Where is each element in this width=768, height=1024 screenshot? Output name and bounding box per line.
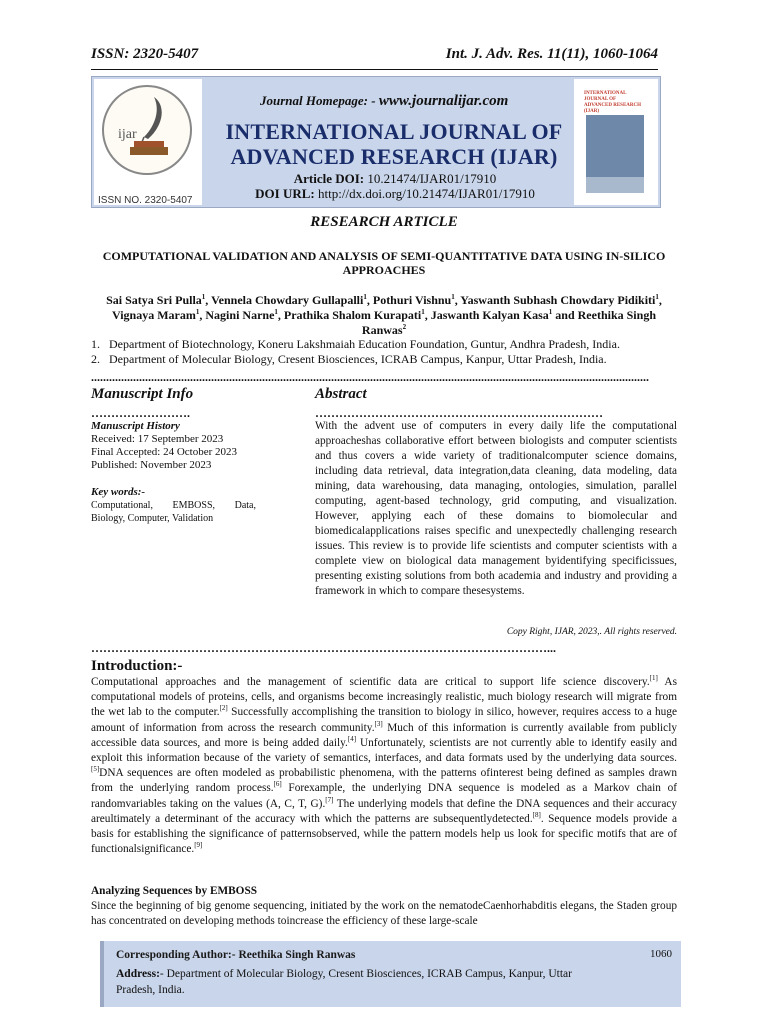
- homepage-label: Journal Homepage: -: [260, 93, 379, 108]
- intro-sentence: Successfully accomplishing the transition to biology in silico, however, requires access to a huge amount of information from across the research community.: [91, 706, 677, 734]
- citation-mark: [2]: [219, 704, 228, 713]
- affiliation-2: 2. Department of Molecular Biology, Cresent Biosciences, ICRAB Campus, Kanpur, Uttar Pradesh, India.: [91, 352, 607, 366]
- author-address: Address:- Department of Molecular Biology, Cresent Biosciences, ICRAB Campus, Kanpur, Uttar Pradesh, India.: [116, 968, 572, 996]
- intro-sentence: . Sequence models provide a basis for establishing the significance of patternsobserved, while the pattern models help us look for specific motifs that are of functionalsignificance.: [91, 812, 678, 856]
- article-doi: 10.21474/IJAR01/17910: [367, 171, 497, 186]
- doi-url-label: DOI URL:: [255, 186, 315, 201]
- intro-sentence: Much of this information is currently available from publicly accessible data sources, and more is being added daily.: [91, 721, 677, 749]
- citation-mark: [9]: [194, 841, 203, 850]
- keywords-block: [91, 486, 256, 525]
- logo-issn: ISSN NO. 2320-5407: [98, 195, 193, 206]
- published-date: Published: November 2023: [91, 459, 212, 471]
- intro-sentence: Unfortunately, scientists are not currently able to identify easily and exploit this information because of the variety of semantics, interfaces, and data formats used by the underlying data sources.: [91, 736, 677, 765]
- copyright-notice: Copy Right, IJAR, 2023,. All rights reserved.: [506, 627, 677, 637]
- history-heading: Manuscript History: [91, 420, 180, 432]
- dotted-separator-abstract: ………………………………………………………………: [315, 406, 603, 420]
- author-name: Vignaya Maram: [112, 308, 196, 322]
- address-text: - Department of Molecular Biology, Cresent Biosciences, ICRAB Campus, Kanpur, Uttar Pradesh, India.: [116, 968, 572, 996]
- cover-title: INTERNATIONAL JOURNAL OF ADVANCED RESEARCH (IJAR): [584, 91, 641, 114]
- author-list: Sai Satya Sri Pulla$^1$, Vennela Chowdary Gullapalli$^1$, Pothuri Vishnu$^1$, Yaswanth Subhash Chowdary Pidikiti$^1$, Vignaya Maram$^1$, Nagini Narne$^1$, Prathika Shalom Kurapati$^1$, Jaswanth Kalyan Kasa$^1$ and Reethika Singh Ranwas$^2$: [106, 293, 662, 337]
- affiliation-1: 1. Department of Biotechnology, Koneru Lakshmaiah Education Foundation, Guntur, Andhra Pradesh, India.: [91, 337, 620, 351]
- page-number: 1060: [650, 948, 672, 960]
- keywords-heading: Key words:-: [91, 486, 146, 498]
- citation-mark: [4]: [347, 735, 357, 744]
- citation-mark: [6]: [273, 780, 282, 789]
- author-affiliation-mark: 1: [201, 293, 206, 301]
- logo-text: ijar: [118, 127, 137, 142]
- citation-mark: [3]: [374, 719, 383, 728]
- address-label: Address: [116, 968, 157, 980]
- intro-sentence: DNA sequences are often modeled as probabilistic phenomena, with the patterns ofinterest being defined as samples drawn from the underlying random process.: [91, 767, 677, 795]
- intro-sentence: Forexample, the underlying DNA sequence is modeled as a Markov chain of randomvariables taking on the values (A, C, T, G).: [91, 782, 677, 810]
- cover-picture: [586, 115, 644, 177]
- citation-mark: [7]: [325, 795, 334, 804]
- author-affiliation-mark: 1: [363, 293, 367, 301]
- journal-logo: [94, 79, 202, 205]
- dotted-separator-minfo: …………………….: [91, 406, 190, 420]
- citation-mark: [1]: [649, 674, 658, 683]
- doi-block: [242, 171, 548, 201]
- affiliations: [91, 337, 671, 367]
- doi-url-link[interactable]: http://dx.doi.org/10.21474/IJAR01/17910: [318, 186, 535, 201]
- manuscript-info-heading: Manuscript Info: [91, 386, 194, 402]
- citation-mark: [8]: [532, 811, 541, 820]
- homepage-link[interactable]: www.journalijar.com: [378, 93, 509, 109]
- dotted-separator-bottom: ……………………………………………………………………………………………………...: [91, 641, 556, 655]
- cover-picture-lower: [586, 177, 644, 193]
- author-affiliation-mark: 1: [421, 308, 425, 316]
- citation-text: Int. J. Adv. Res. 11(11), 1060-1064: [445, 46, 658, 62]
- author-name: Prathika Shalom Kurapati: [283, 308, 422, 322]
- author-affiliation-mark: 1: [451, 293, 455, 301]
- author-name: Nagini Narne: [205, 308, 275, 322]
- paper-title: COMPUTATIONAL VALIDATION AND ANALYSIS OF SEMI-QUANTITATIVE DATA USING IN-SILICO APPROACHES: [102, 249, 666, 277]
- journal-title-line2: ADVANCED RESEARCH (IJAR): [230, 144, 558, 169]
- corresponding-author-box: [100, 941, 681, 1007]
- corresponding-author: Corresponding Author:- Reethika Singh Ranwas: [116, 949, 356, 961]
- abstract-heading: Abstract: [315, 386, 367, 402]
- author-name: Yaswanth Subhash Chowdary Pidikiti: [460, 293, 656, 307]
- author-affiliation-mark: 1: [655, 293, 659, 301]
- author-name: Jaswanth Kalyan Kasa: [430, 308, 549, 322]
- journal-title-line1: INTERNATIONAL JOURNAL OF: [225, 119, 563, 144]
- author-affiliation-mark: 2: [402, 323, 407, 331]
- intro-sentence: Computational approaches and the management of scientific data are critical to support life science discovery.: [91, 676, 650, 688]
- quill-icon: [104, 87, 190, 173]
- logo-circle: [102, 85, 192, 175]
- author-affiliation-mark: 1: [195, 308, 200, 316]
- author-affiliation-mark: 1: [274, 308, 278, 316]
- intro-sentence: As computational models of proteins, cells, and organisms become increasingly realistic, much biology research will migrate from the wet lab to the computer.: [91, 676, 677, 719]
- article-type: RESEARCH ARTICLE: [310, 214, 458, 230]
- introduction-text: [91, 675, 677, 857]
- keywords-list: Computational, EMBOSS, Data, Biology, Computer, Validation: [91, 500, 256, 524]
- emboss-heading: Analyzing Sequences by EMBOSS: [91, 885, 258, 897]
- journal-homepage: [260, 93, 508, 110]
- emboss-text: Since the beginning of big genome sequencing, initiated by the work on the nematodeCaenhorhabditis elegans, the Staden group has concentrated on developing methods toincrease the efficiency of these large-scale: [91, 900, 677, 928]
- accepted-date: Final Accepted: 24 October 2023: [91, 446, 238, 458]
- author-name: Pothuri Vishnu: [372, 293, 452, 307]
- intro-sentence: The underlying models that define the DNA sequences and their accuracy areultimately a determinant of the accuracy with which the patterns are subsequentlydetected.: [91, 797, 677, 825]
- introduction-heading: Introduction:-: [91, 658, 183, 674]
- journal-title: [220, 119, 568, 169]
- article-doi-label: Article DOI:: [293, 171, 365, 186]
- journal-banner: [91, 76, 661, 208]
- dotted-separator-top: ..........................................................................................................................................................................................: [91, 370, 649, 384]
- manuscript-history: [91, 420, 271, 472]
- author-name: Vennela Chowdary Gullapalli: [211, 293, 364, 307]
- header-rule: [91, 69, 658, 70]
- author-name: Sai Satya Sri Pulla: [106, 293, 202, 307]
- abstract-text: With the advent use of computers in every daily life the computational approacheshas collaborative effort between biologists and computer scientists and thus covers a wide variety of traditionalcomputer science domains, including data retrieval, data integration,data cleaning, data modeling, data mining, data warehousing, data managing, ontologies, simulation, parallel computing, agent-based technology, grid computing, and visualization. However, applying each of these domains to biomolecular and biomedicalapplications raises specific and unexpectedly challenging research issues. This review is to provide life scientists and computer scientists with a complete view on biological data management byidentifying specificissues, presenting existing solutions from both academia and industry and providing a framework in which to compare thesesystems.: [315, 420, 677, 597]
- journal-cover-image: [574, 79, 658, 205]
- citation-mark: [5]: [91, 765, 100, 774]
- author-affiliation-mark: 1: [548, 308, 553, 316]
- issn-text: ISSN: 2320-5407: [91, 46, 199, 62]
- author-name: Reethika Singh Ranwas: [361, 308, 656, 337]
- received-date: Received: 17 September 2023: [91, 433, 224, 445]
